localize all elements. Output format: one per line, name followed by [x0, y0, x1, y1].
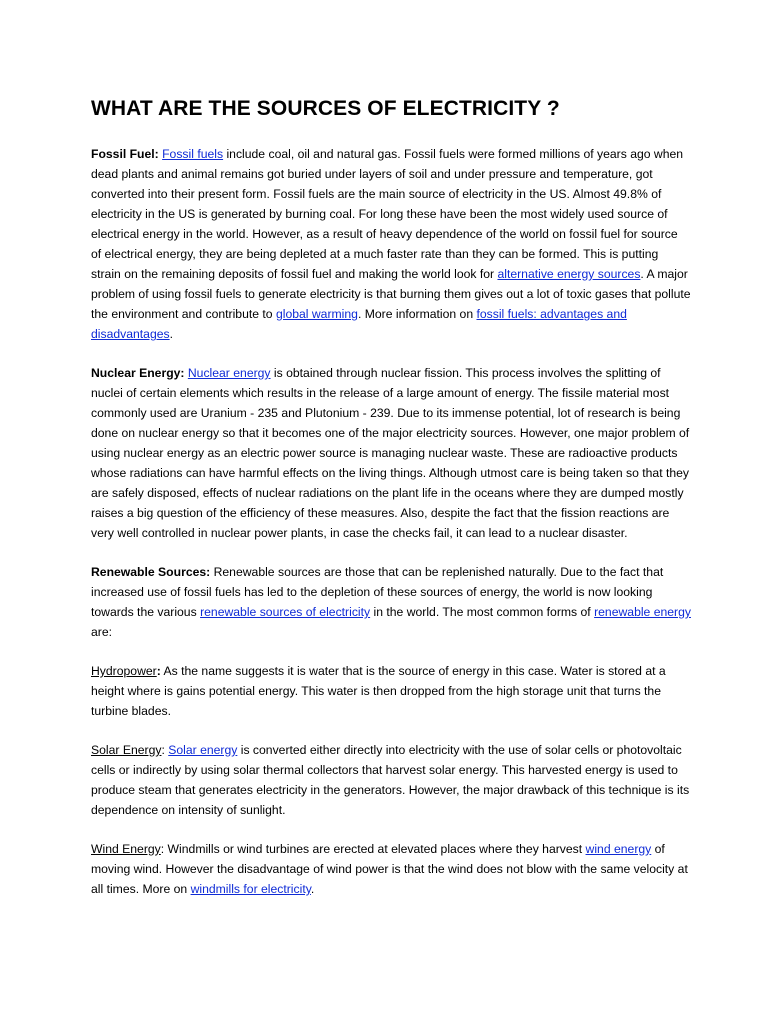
- solar-colon: :: [161, 743, 169, 757]
- global-warming-link[interactable]: global warming: [275, 307, 358, 321]
- renewable-sources-of-electricity-link[interactable]: renewable sources of electricity: [200, 605, 371, 619]
- fossil-fuels-advantages-link[interactable]: fossil fuels: advantages and disadvantages: [91, 307, 627, 341]
- renewable-text-1: Renewable sources are those that can be replenished naturally. Due to the fact that increased use of fossil fuels has led to the depletion of these sources of energy, the world is now looking towards the various: [91, 565, 664, 619]
- nuclear-text-1: is obtained through nuclear fission. This process involves the splitting of nuclei of certain elements which results in the release of a large amount of energy. The fissile material most commonly used are Uranium - 235 and Plutonium - 239. Due to its immense potential, lot of research is being done on nuclear energy so that it becomes one of the major electricity sources. However, one major problem of using nuclear energy as an electric power source is managing nuclear waste. These are radioactive products whose radiations can have harmful effects on the living things. Although utmost care is being taken so that they are safely disposed, effects of nuclear radiations on the plant life in the oceans where they are dumped mostly raises a big question of the efficiency of these measures. Also, despite the fact that the fission reactions are very well controlled in nuclear power plants, in case the checks fail, it can lead to a nuclear disaster.: [91, 366, 690, 540]
- nuclear-energy-link[interactable]: Nuclear energy: [187, 366, 271, 380]
- nuclear-energy-paragraph: [91, 363, 691, 543]
- page-title: WHAT ARE THE SOURCES OF ELECTRICITY ?: [91, 97, 560, 120]
- solar-energy-paragraph: [91, 740, 691, 820]
- renewable-sources-label: Renewable Sources:: [91, 565, 211, 579]
- fossil-fuel-paragraph: [91, 144, 691, 344]
- document-page: [91, 96, 691, 918]
- hydropower-text-1: As the name suggests it is water that is the source of energy in this case. Water is stored at a height where is gains potential energy. This water is then dropped from the high storage unit that turns the turbine blades.: [91, 664, 666, 718]
- wind-energy-paragraph: [91, 839, 691, 899]
- renewable-text-3: are:: [91, 625, 113, 639]
- solar-energy-label: Solar Energy: [91, 743, 162, 757]
- solar-text-1: is converted either directly into electricity with the use of solar cells or photovoltaic cells or indirectly by using solar thermal collectors that harvest solar energy. This harvested energy is used to produce steam that generates electricity in the generators. However, the major drawback of this technique is its dependence on intensity of sunlight.: [91, 743, 690, 817]
- wind-text-3: .: [310, 882, 315, 896]
- renewable-sources-paragraph: [91, 562, 691, 642]
- wind-energy-label: Wind Energy: [91, 842, 161, 856]
- wind-text-1: Windmills or wind turbines are erected at elevated places where they harvest: [164, 842, 586, 856]
- hydropower-paragraph: [91, 661, 691, 721]
- solar-energy-link[interactable]: Solar energy: [168, 743, 238, 757]
- hydropower-colon: :: [156, 664, 161, 678]
- fossil-fuels-link[interactable]: Fossil fuels: [162, 147, 224, 161]
- fossil-text-4: .: [169, 327, 173, 341]
- renewable-energy-link[interactable]: renewable energy: [594, 605, 691, 619]
- nuclear-energy-label: Nuclear Energy:: [91, 366, 185, 380]
- wind-energy-link[interactable]: wind energy: [585, 842, 652, 856]
- windmills-for-electricity-link[interactable]: windmills for electricity: [190, 882, 311, 896]
- alternative-energy-sources-link[interactable]: alternative energy sources: [497, 267, 641, 281]
- fossil-text-1: include coal, oil and natural gas. Fossil fuels were formed millions of years ago when dead plants and animal remains got buried under layers of soil and under pressure and temperature, got converted into their present form. Fossil fuels are the main source of electricity in the US. Almost 49.8% of electricity in the US is generated by burning coal. For long these have been the most widely used source of electrical energy in the world. However, as a result of heavy dependence of the world on fossil fuel for source of electrical energy, they are being depleted at a much faster rate than they can be formed. This is putting strain on the remaining deposits of fossil fuel and making the world look for: [91, 147, 684, 281]
- hydropower-label: Hydropower: [91, 664, 157, 678]
- fossil-text-3: . More information on: [357, 307, 477, 321]
- fossil-text-2: . A major problem of using fossil fuels to generate electricity is that burning them gives out a lot of toxic gases that pollute the environment and contribute to: [91, 267, 691, 321]
- renewable-text-2: in the world. The most common forms of: [370, 605, 595, 619]
- fossil-fuel-label: Fossil Fuel:: [91, 147, 159, 161]
- wind-colon: :: [160, 842, 165, 856]
- wind-text-2: of moving wind. However the disadvantage of wind power is that the wind does not blow with the same velocity at all times. More on: [91, 842, 688, 896]
